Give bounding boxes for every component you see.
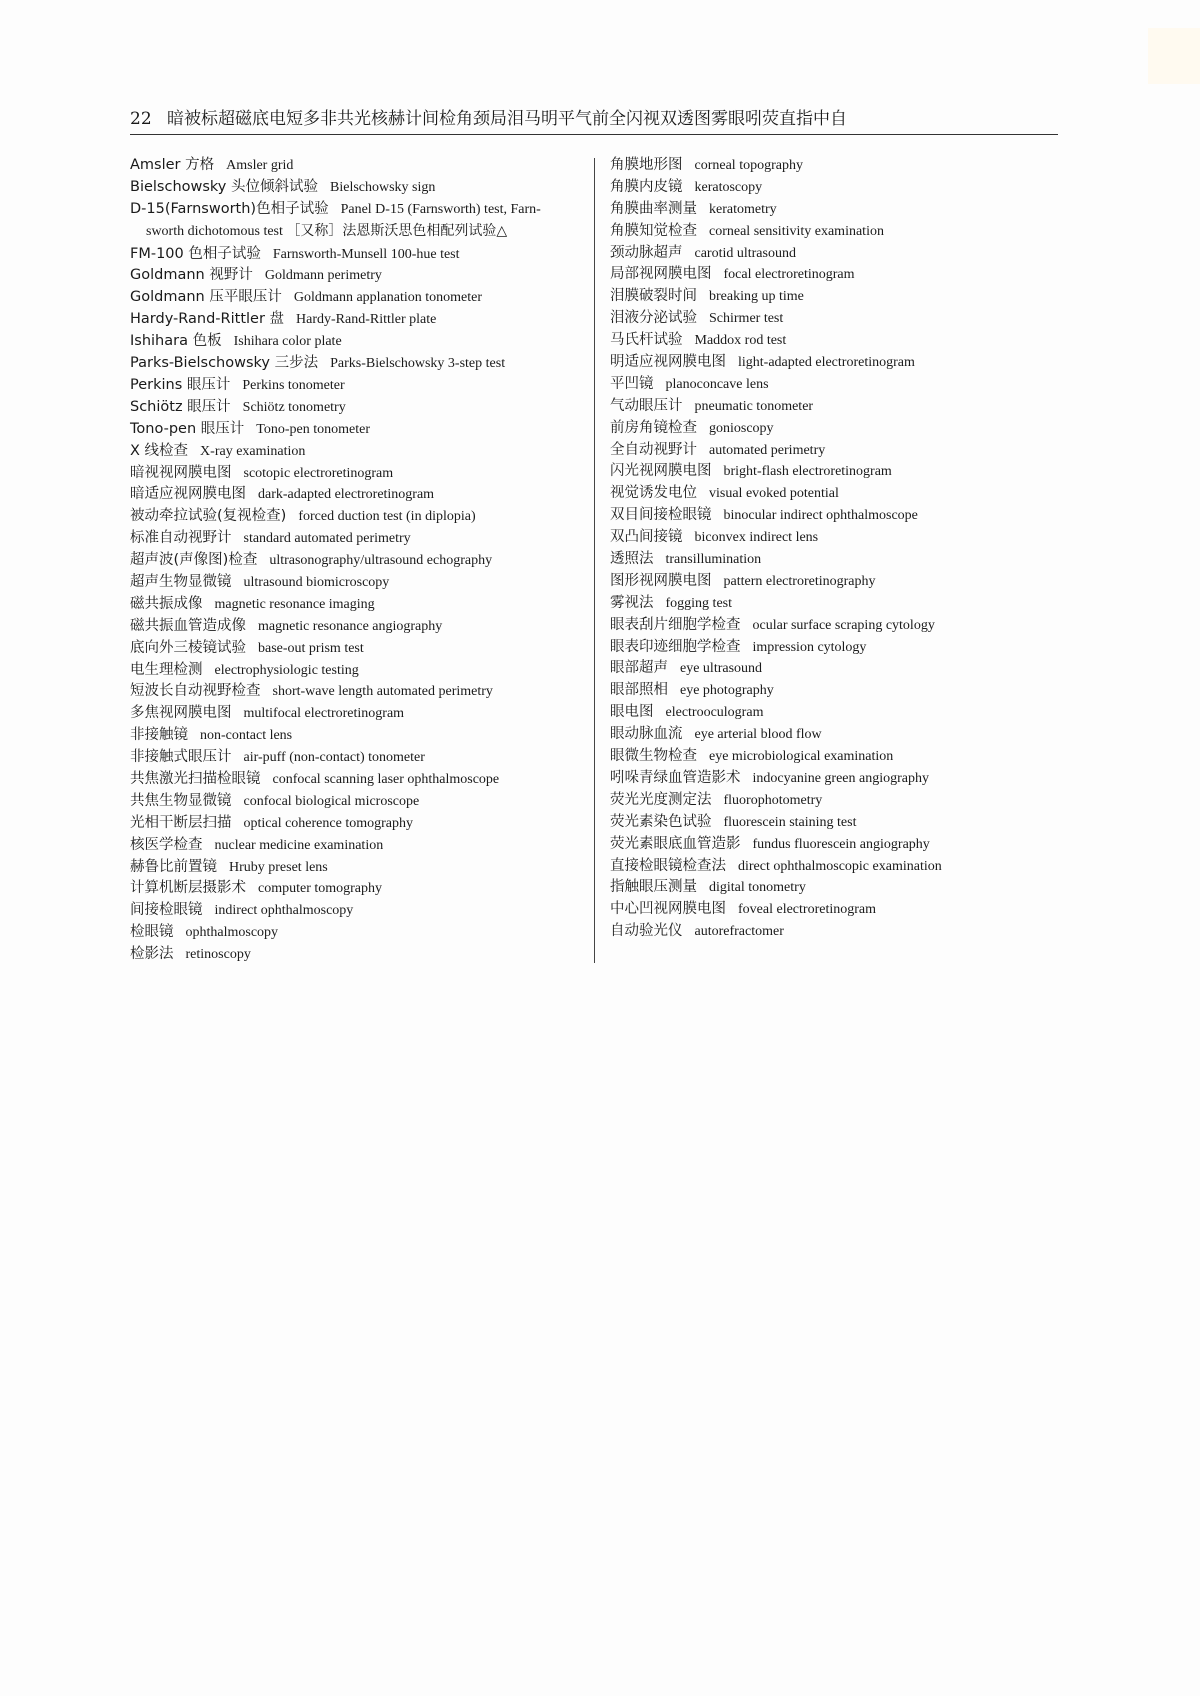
glossary-entry xyxy=(130,418,590,440)
glossary-entry xyxy=(610,701,1060,723)
glossary-entry xyxy=(610,723,1060,745)
term-chinese: 荧光素染色试验 xyxy=(610,813,712,830)
term-english: binocular indirect ophthalmoscope xyxy=(723,508,918,524)
glossary-entry xyxy=(130,834,590,856)
term-chinese: 闪光视网膜电图 xyxy=(610,463,712,480)
term-english: eye microbiological examination xyxy=(709,749,894,765)
term-chinese: 视觉诱发电位 xyxy=(610,485,697,502)
glossary-entry xyxy=(130,921,590,943)
term-english: electrooculogram xyxy=(665,705,764,721)
term-chinese: 暗适应视网膜电图 xyxy=(130,486,246,503)
term-chinese: Schiötz 眼压计 xyxy=(130,398,231,415)
term-english: Tono-pen tonometer xyxy=(256,421,370,437)
term-chinese: 角膜曲率测量 xyxy=(610,200,697,217)
glossary-entry xyxy=(130,198,590,243)
term-english: optical coherence tomography xyxy=(243,815,413,831)
glossary-entry xyxy=(130,352,590,374)
term-chinese: 泪液分泌试验 xyxy=(610,310,697,327)
term-english: autorefractomer xyxy=(694,924,784,940)
term-english: gonioscopy xyxy=(709,420,774,436)
glossary-entry xyxy=(610,789,1060,811)
term-chinese: 直接检眼镜检查法 xyxy=(610,857,726,874)
glossary-entry xyxy=(130,724,590,746)
glossary-entry xyxy=(130,308,590,330)
term-chinese: 角膜知觉检查 xyxy=(610,222,697,239)
term-english: Farnsworth-Munsell 100-hue test xyxy=(272,246,460,262)
term-chinese: 超声生物显微镜 xyxy=(130,573,232,590)
term-chinese: 眼部超声 xyxy=(610,660,668,677)
term-english: scotopic electroretinogram xyxy=(243,465,394,481)
term-chinese: X 线检查 xyxy=(130,442,189,459)
term-english: confocal biological microscope xyxy=(243,793,420,809)
glossary-entry xyxy=(130,593,590,615)
term-english: foveal electroretinogram xyxy=(738,902,876,918)
term-english: keratoscopy xyxy=(694,179,763,195)
glossary-entry xyxy=(610,395,1060,417)
glossary-entry xyxy=(610,329,1060,351)
term-chinese: Ishihara 色板 xyxy=(130,333,222,350)
glossary-entry xyxy=(610,679,1060,701)
glossary-entry xyxy=(130,680,590,702)
glossary-entry xyxy=(130,812,590,834)
term-chinese: 指触眼压测量 xyxy=(610,879,697,896)
glossary-entry xyxy=(610,176,1060,198)
term-english: automated perimetry xyxy=(709,442,826,458)
glossary-entry xyxy=(130,877,590,899)
glossary-entry xyxy=(610,220,1060,242)
term-english: Bielschowsky sign xyxy=(330,179,436,195)
term-english: light-adapted electroretinogram xyxy=(738,355,915,371)
term-chinese: 眼部照相 xyxy=(610,682,668,699)
term-chinese: 双目间接检眼镜 xyxy=(610,507,712,524)
column-divider xyxy=(594,158,595,963)
term-chinese: 中心凹视网膜电图 xyxy=(610,901,726,918)
page-header xyxy=(130,104,1058,135)
glossary-entry xyxy=(130,176,590,198)
term-english: confocal scanning laser ophthalmoscope xyxy=(272,771,500,787)
term-english: focal electroretinogram xyxy=(723,267,855,283)
term-english: digital tonometry xyxy=(709,880,806,896)
term-english-continued: sworth dichotomous test ［又称］法恩斯沃思色相配列试验△ xyxy=(146,223,508,239)
glossary-entry xyxy=(610,548,1060,570)
term-chinese: 多焦视网膜电图 xyxy=(130,705,232,722)
term-chinese: 图形视网膜电图 xyxy=(610,572,712,589)
term-english: planoconcave lens xyxy=(665,376,769,392)
term-chinese: FM-100 色相子试验 xyxy=(130,245,261,262)
term-chinese: Hardy-Rand-Rittler 盘 xyxy=(130,311,285,328)
term-english: forced duction test (in diplopia) xyxy=(298,509,476,525)
term-chinese: 计算机断层摄影术 xyxy=(130,880,246,897)
term-english: direct ophthalmoscopic examination xyxy=(738,858,942,874)
glossary-entry xyxy=(130,549,590,571)
term-english: Perkins tonometer xyxy=(242,377,345,393)
glossary-entry xyxy=(130,286,590,308)
term-english: eye ultrasound xyxy=(680,661,763,677)
glossary-entry xyxy=(610,460,1060,482)
glossary-entry xyxy=(610,570,1060,592)
term-chinese: 角膜内皮镜 xyxy=(610,178,683,195)
glossary-entry xyxy=(130,637,590,659)
term-chinese: 雾视法 xyxy=(610,594,654,611)
term-chinese: 眼电图 xyxy=(610,704,654,721)
term-english: non-contact lens xyxy=(200,728,293,744)
term-chinese: 局部视网膜电图 xyxy=(610,266,712,283)
term-english: visual evoked potential xyxy=(709,486,839,502)
term-english: Hruby preset lens xyxy=(229,859,328,875)
term-english: fogging test xyxy=(665,595,732,611)
term-english: magnetic resonance angiography xyxy=(258,618,443,634)
term-chinese: 透照法 xyxy=(610,551,654,568)
glossary-entry xyxy=(130,462,590,484)
term-english: Goldmann applanation tonometer xyxy=(293,290,483,306)
running-title: 暗被标超磁底电短多非共光核赫计间检角颈局泪马明平气前全闪视双透图雾眼吲荧直指中自 xyxy=(167,109,848,129)
glossary-entry xyxy=(130,856,590,878)
term-chinese: 荧光光度测定法 xyxy=(610,791,712,808)
term-chinese: 气动眼压计 xyxy=(610,397,683,414)
term-english: multifocal electroretinogram xyxy=(243,706,405,722)
glossary-entry xyxy=(610,636,1060,658)
glossary-entry xyxy=(610,614,1060,636)
term-english: ophthalmoscopy xyxy=(185,925,279,941)
glossary-entry xyxy=(130,943,590,965)
term-english: bright-flash electroretinogram xyxy=(723,464,892,480)
glossary-entry xyxy=(130,527,590,549)
glossary-entry xyxy=(610,920,1060,942)
glossary-entry xyxy=(130,374,590,396)
glossary-entry xyxy=(130,330,590,352)
term-chinese: Tono-pen 眼压计 xyxy=(130,420,245,437)
term-english: fundus fluorescein angiography xyxy=(752,836,930,852)
glossary-entry xyxy=(130,702,590,724)
term-english: indirect ophthalmoscopy xyxy=(214,903,354,919)
term-english: indocyanine green angiography xyxy=(752,770,929,786)
glossary-entry xyxy=(610,811,1060,833)
term-english: standard automated perimetry xyxy=(243,531,411,547)
glossary-entry xyxy=(610,263,1060,285)
term-english: Schirmer test xyxy=(709,311,784,327)
term-chinese: 明适应视网膜电图 xyxy=(610,354,726,371)
term-english: air-puff (non-contact) tonometer xyxy=(243,750,425,766)
term-chinese: 磁共振血管造成像 xyxy=(130,617,246,634)
term-chinese: 泪膜破裂时间 xyxy=(610,288,697,305)
glossary-right-column xyxy=(610,154,1060,942)
term-english: eye arterial blood flow xyxy=(694,727,822,743)
term-english: corneal sensitivity examination xyxy=(709,223,884,239)
glossary-entry xyxy=(130,243,590,265)
term-english: Amsler grid xyxy=(226,158,294,173)
term-english: impression cytology xyxy=(752,639,867,655)
term-chinese: 被动牵拉试验(复视检查) xyxy=(130,508,287,525)
term-chinese: 荧光素眼底血管造影 xyxy=(610,835,741,852)
glossary-entry xyxy=(610,876,1060,898)
glossary-entry xyxy=(130,264,590,286)
glossary-entry xyxy=(610,351,1060,373)
term-chinese: 赫鲁比前置镜 xyxy=(130,858,217,875)
term-english: ultrasonography/ultrasound echography xyxy=(269,553,493,569)
term-chinese: 底向外三棱镜试验 xyxy=(130,639,246,656)
glossary-entry xyxy=(130,154,590,176)
term-chinese: 超声波(声像图)检查 xyxy=(130,552,258,569)
glossary-entry xyxy=(130,505,590,527)
glossary-entry xyxy=(130,571,590,593)
term-chinese: 全自动视野计 xyxy=(610,441,697,458)
term-chinese: 眼表刮片细胞学检查 xyxy=(610,616,741,633)
glossary-entry xyxy=(610,439,1060,461)
term-chinese: 光相干断层扫描 xyxy=(130,814,232,831)
page-number: 22 xyxy=(130,109,152,129)
glossary-entry xyxy=(610,767,1060,789)
term-chinese: D-15(Farnsworth)色相子试验 xyxy=(130,200,329,217)
term-chinese: 角膜地形图 xyxy=(610,157,683,173)
term-english: Ishihara color plate xyxy=(233,334,342,350)
term-chinese: Goldmann 视野计 xyxy=(130,267,253,284)
glossary-entry xyxy=(130,659,590,681)
term-chinese: 磁共振成像 xyxy=(130,595,203,612)
term-chinese: 暗视视网膜电图 xyxy=(130,464,232,481)
glossary-entry xyxy=(130,615,590,637)
term-chinese: Parks-Bielschowsky 三步法 xyxy=(130,355,319,372)
term-english: ocular surface scraping cytology xyxy=(752,617,935,633)
glossary-entry xyxy=(130,483,590,505)
term-english: pattern electroretinography xyxy=(723,573,876,589)
term-chinese: Perkins 眼压计 xyxy=(130,376,231,393)
glossary-entry xyxy=(610,154,1060,176)
glossary-entry xyxy=(130,899,590,921)
term-english: eye photography xyxy=(680,683,774,699)
term-chinese: 平凹镜 xyxy=(610,375,654,392)
term-chinese: 核医学检查 xyxy=(130,836,203,853)
term-chinese: Amsler 方格 xyxy=(130,157,215,173)
term-english: retinoscopy xyxy=(185,947,251,963)
glossary-entry xyxy=(610,526,1060,548)
glossary-entry xyxy=(610,504,1060,526)
term-chinese: 眼微生物检查 xyxy=(610,748,697,765)
term-chinese: 马氏杆试验 xyxy=(610,332,683,349)
term-english: dark-adapted electroretinogram xyxy=(258,487,435,503)
term-english: base-out prism test xyxy=(258,640,364,656)
term-chinese: 非接触式眼压计 xyxy=(130,749,232,766)
term-chinese: 前房角镜检查 xyxy=(610,419,697,436)
term-chinese: 检眼镜 xyxy=(130,924,174,941)
glossary-left-column xyxy=(130,154,590,965)
term-chinese: 非接触镜 xyxy=(130,727,188,744)
term-english: nuclear medicine examination xyxy=(214,837,384,853)
glossary-entry xyxy=(610,242,1060,264)
glossary-entry xyxy=(610,745,1060,767)
glossary-entry xyxy=(610,833,1060,855)
term-english: breaking up time xyxy=(709,289,804,305)
term-english: transillumination xyxy=(665,552,762,568)
glossary-entry xyxy=(610,482,1060,504)
term-english: pneumatic tonometer xyxy=(694,398,814,414)
glossary-entry xyxy=(610,855,1060,877)
term-chinese: 间接检眼镜 xyxy=(130,902,203,919)
term-english: magnetic resonance imaging xyxy=(214,596,375,612)
glossary-entry xyxy=(130,746,590,768)
term-english: Schiötz tonometry xyxy=(242,399,346,415)
term-english: carotid ultrasound xyxy=(694,245,796,261)
glossary-entry xyxy=(610,307,1060,329)
glossary-entry xyxy=(610,417,1060,439)
term-english: keratometry xyxy=(709,201,777,217)
term-english: electrophysiologic testing xyxy=(214,662,359,678)
term-english: computer tomography xyxy=(258,881,383,897)
term-english: Panel D-15 (Farnsworth) test, Farn- xyxy=(340,201,541,217)
term-english: Maddox rod test xyxy=(694,333,787,349)
glossary-entry xyxy=(130,440,590,462)
term-chinese: 颈动脉超声 xyxy=(610,244,683,261)
term-chinese: 共焦生物显微镜 xyxy=(130,792,232,809)
term-english: Parks-Bielschowsky 3-step test xyxy=(330,356,506,372)
term-chinese: 眼表印迹细胞学检查 xyxy=(610,638,741,655)
glossary-entry xyxy=(130,790,590,812)
term-english: ultrasound biomicroscopy xyxy=(243,574,390,590)
term-chinese: 眼动脉血流 xyxy=(610,726,683,743)
term-english: X-ray examination xyxy=(200,443,306,459)
term-chinese: 共焦激光扫描检眼镜 xyxy=(130,770,261,787)
glossary-entry xyxy=(130,396,590,418)
term-chinese: 检影法 xyxy=(130,946,174,963)
term-english: corneal topography xyxy=(694,158,803,173)
term-chinese: 吲哚青绿血管造影术 xyxy=(610,769,741,786)
term-english: Hardy-Rand-Rittler plate xyxy=(296,312,437,328)
glossary-entry xyxy=(130,768,590,790)
term-english: Goldmann perimetry xyxy=(264,268,382,284)
term-english: fluorophotometry xyxy=(723,792,823,808)
term-english: fluorescein staining test xyxy=(723,814,857,830)
term-english: biconvex indirect lens xyxy=(694,530,819,546)
glossary-entry xyxy=(610,592,1060,614)
page-corner-tint xyxy=(1148,28,1200,84)
term-chinese: 自动验光仪 xyxy=(610,923,683,940)
glossary-entry xyxy=(610,657,1060,679)
term-chinese: 标准自动视野计 xyxy=(130,530,232,547)
glossary-entry xyxy=(610,898,1060,920)
term-chinese: Bielschowsky 头位倾斜试验 xyxy=(130,178,318,195)
glossary-entry xyxy=(610,285,1060,307)
term-chinese: 双凸间接镜 xyxy=(610,529,683,546)
glossary-entry xyxy=(610,198,1060,220)
term-chinese: 电生理检测 xyxy=(130,661,203,678)
term-chinese: Goldmann 压平眼压计 xyxy=(130,289,282,306)
term-english: short-wave length automated perimetry xyxy=(272,684,493,700)
term-chinese: 短波长自动视野检查 xyxy=(130,683,261,700)
glossary-entry xyxy=(610,373,1060,395)
